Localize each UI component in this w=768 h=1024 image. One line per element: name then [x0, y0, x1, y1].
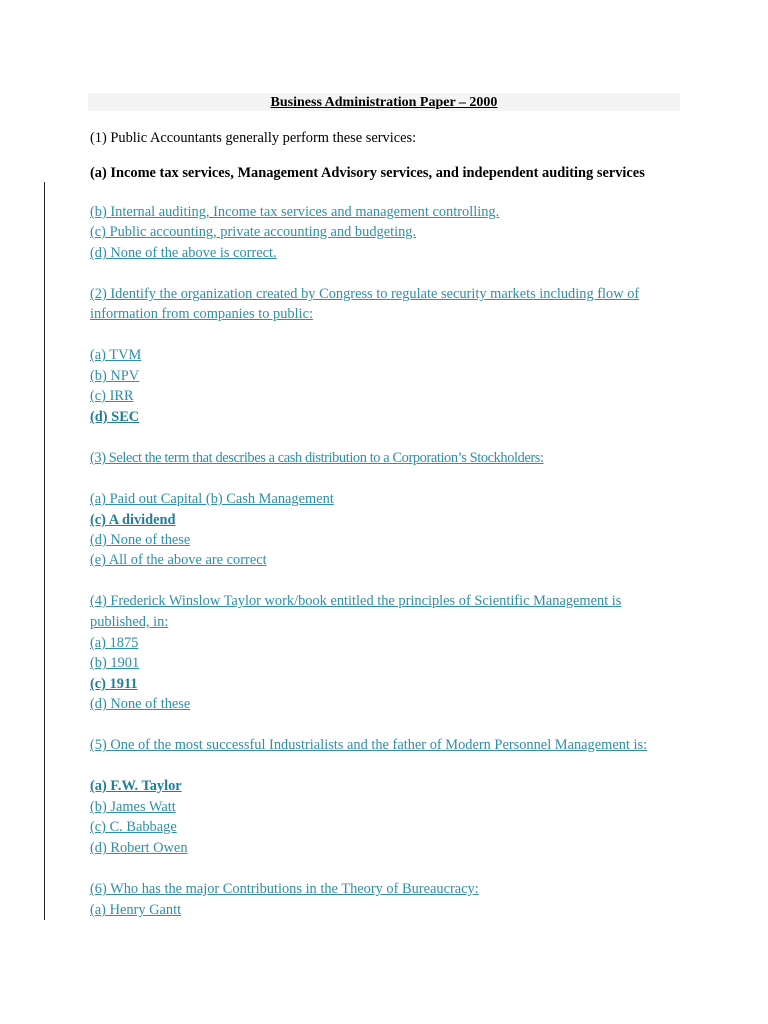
q1-option-d[interactable]: (d) None of the above is correct. — [90, 245, 277, 261]
q5-option-c[interactable]: (c) C. Babbage — [90, 819, 177, 835]
q2-question-line2[interactable]: information from companies to public: — [90, 306, 314, 322]
q3-option-c[interactable]: (c) A dividend — [90, 512, 176, 528]
title-bar — [88, 93, 680, 111]
q4-option-a[interactable]: (a) 1875 — [90, 635, 139, 651]
q5-option-a[interactable]: (a) F.W. Taylor — [90, 778, 182, 794]
q2-option-d[interactable]: (d) SEC — [90, 409, 140, 425]
q2-question-line1[interactable]: (2) Identify the organization created by Congress to regulate security markets including flow of — [90, 286, 640, 302]
q5-option-b[interactable]: (b) James Watt — [90, 799, 176, 815]
q1-option-a: (a) Income tax services, Management Advisory services, and independent auditing services — [90, 165, 645, 181]
q3-option-e[interactable]: (e) All of the above are correct — [90, 552, 267, 568]
q1-question: (1) Public Accountants generally perform these services: — [90, 130, 417, 146]
q3-option-d[interactable]: (d) None of these — [90, 532, 191, 548]
q4-question-line1[interactable]: (4) Frederick Winslow Taylor work/book entitled the principles of Scientific Management is — [90, 593, 622, 609]
q1-option-b[interactable]: (b) Internal auditing, Income tax services and management controlling. — [90, 204, 500, 220]
q4-option-b[interactable]: (b) 1901 — [90, 655, 140, 671]
page-title: Business Administration Paper – 2000 — [270, 95, 498, 110]
q6-option-a[interactable]: (a) Henry Gantt — [90, 902, 182, 918]
q3-question[interactable]: (3) Select the term that describes a cash distribution to a Corporation’s Stockholders: — [90, 450, 544, 466]
q4-question-line2[interactable]: published, in: — [90, 614, 169, 630]
q2-option-c[interactable]: (c) IRR — [90, 388, 134, 404]
q1-option-c[interactable]: (c) Public accounting, private accounting and budgeting. — [90, 224, 417, 240]
q2-option-b[interactable]: (b) NPV — [90, 368, 140, 384]
q2-option-a[interactable]: (a) TVM — [90, 347, 142, 363]
q3-option-ab[interactable]: (a) Paid out Capital (b) Cash Management — [90, 491, 334, 507]
q5-question[interactable]: (5) One of the most successful Industrialists and the father of Modern Personnel Management is: — [90, 737, 648, 753]
q4-option-c[interactable]: (c) 1911 — [90, 676, 138, 692]
q5-option-d[interactable]: (d) Robert Owen — [90, 840, 188, 856]
q4-option-d[interactable]: (d) None of these — [90, 696, 191, 712]
margin-line — [44, 182, 45, 920]
q6-question[interactable]: (6) Who has the major Contributions in the Theory of Bureaucracy: — [90, 881, 479, 897]
